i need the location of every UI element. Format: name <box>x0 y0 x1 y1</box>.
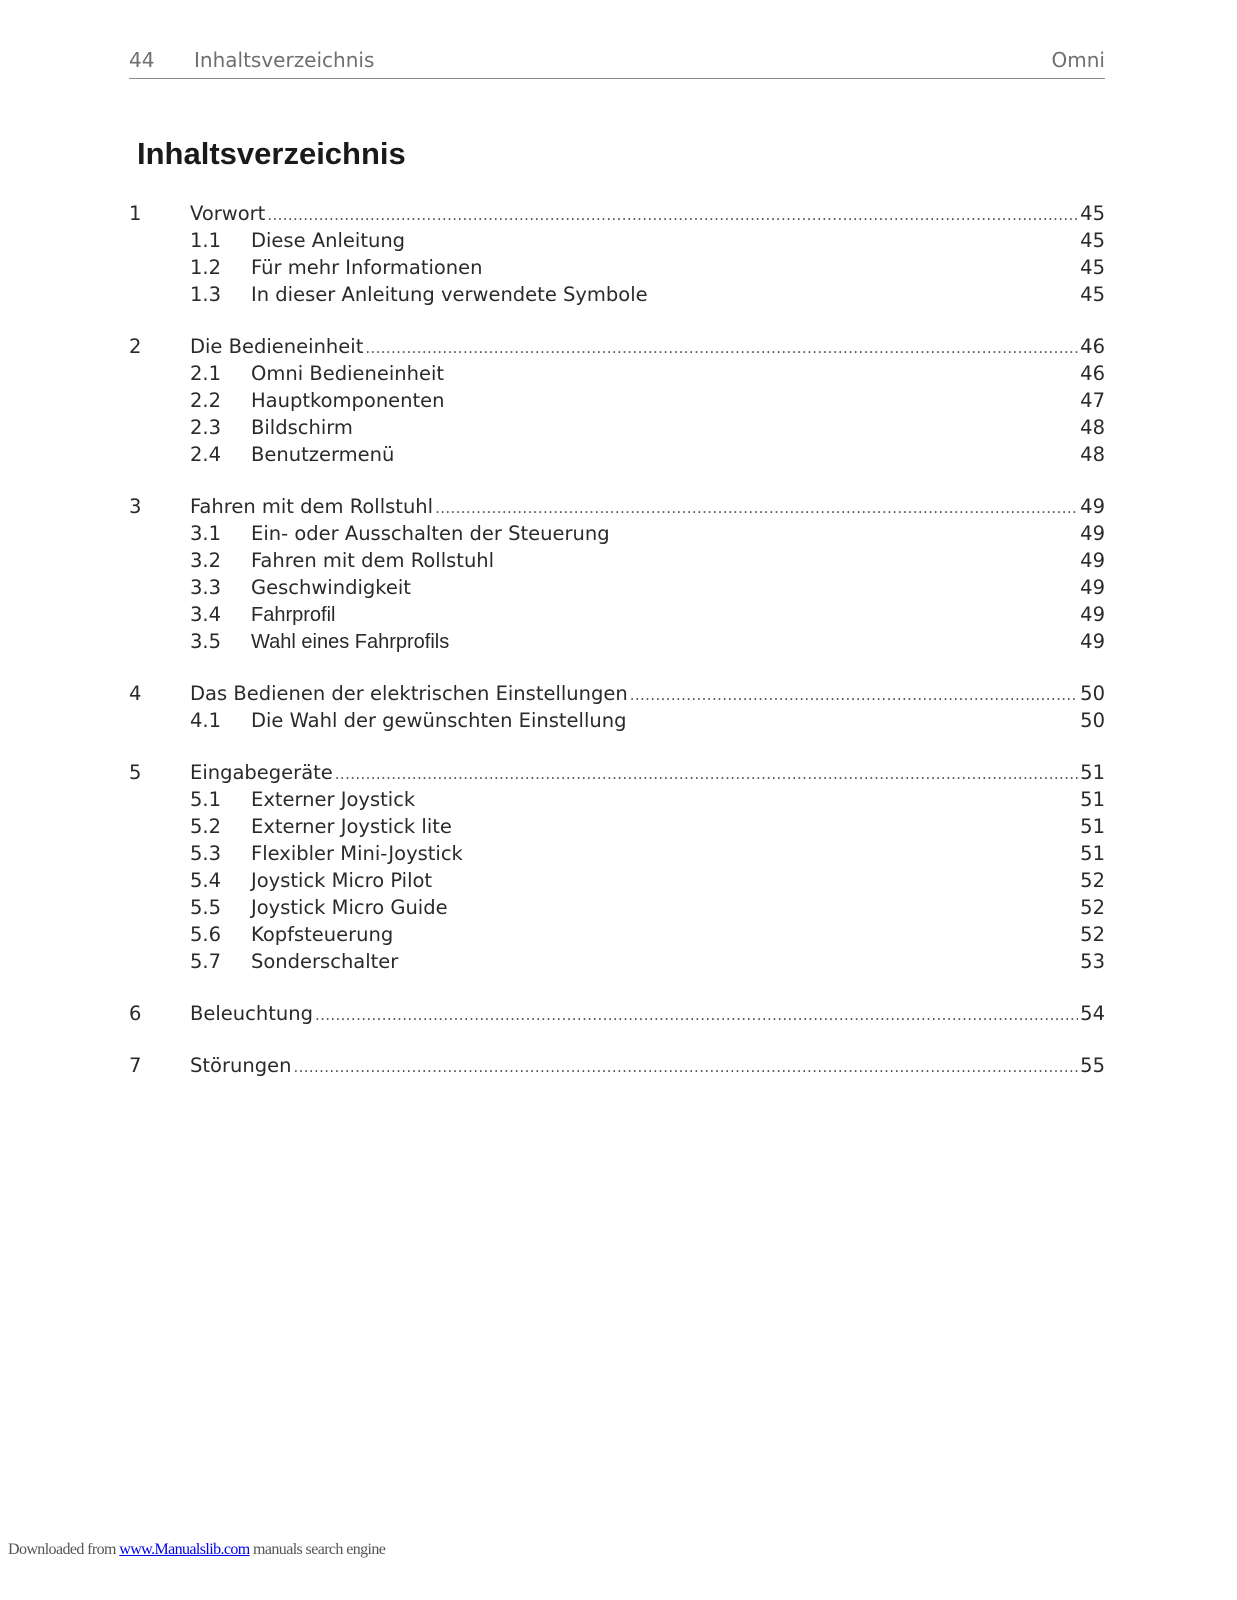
toc-subentry-number: 3.2 <box>190 549 222 572</box>
toc-subentry[interactable] <box>129 520 1105 547</box>
toc-subentry-number: 2.1 <box>190 362 222 385</box>
toc-entry-title: Störungen <box>190 1054 292 1077</box>
toc-subentry[interactable] <box>129 707 1105 734</box>
toc-subentry-title: Sonderschalter <box>251 950 399 973</box>
dot-leader <box>365 333 1078 362</box>
toc-subentry-page: 46 <box>1080 362 1105 385</box>
table-of-contents <box>129 200 1105 1104</box>
dot-leader <box>293 1052 1078 1081</box>
toc-entry-title: Beleuchtung <box>190 1002 313 1025</box>
toc-subentry-number: 2.4 <box>190 443 222 466</box>
toc-subentry-title: Wahl eines Fahrprofils <box>251 631 450 653</box>
toc-entry-page: 51 <box>1080 761 1105 784</box>
toc-subentry[interactable] <box>129 281 1105 308</box>
toc-entry[interactable] <box>129 493 1105 520</box>
toc-chapter <box>129 493 1105 655</box>
toc-subentry-number: 5.3 <box>190 842 222 865</box>
toc-subentry-number: 5.1 <box>190 788 222 811</box>
footer-suffix: manuals search engine <box>249 1541 386 1558</box>
toc-entry[interactable] <box>129 333 1105 360</box>
toc-subentry-page: 49 <box>1080 522 1105 545</box>
dot-leader <box>267 200 1078 229</box>
toc-entry-page: 50 <box>1080 682 1105 705</box>
toc-subentry-number: 2.3 <box>190 416 222 439</box>
toc-subentry-page: 52 <box>1080 869 1105 892</box>
toc-entry[interactable] <box>129 1052 1105 1079</box>
toc-subentry-number: 5.6 <box>190 923 222 946</box>
toc-subentry[interactable] <box>129 628 1105 655</box>
toc-entry-number: 4 <box>129 682 142 705</box>
toc-entry[interactable] <box>129 680 1105 707</box>
toc-subentry-title: Omni Bedieneinheit <box>251 362 445 385</box>
toc-subentry-title: Für mehr Informationen <box>251 256 483 279</box>
dot-leader <box>630 680 1078 709</box>
toc-chapter <box>129 759 1105 975</box>
toc-entry-page: 55 <box>1080 1054 1105 1077</box>
toc-subentry-title: Diese Anleitung <box>251 229 406 252</box>
toc-entry-title: Fahren mit dem Rollstuhl <box>190 495 434 518</box>
toc-entry[interactable] <box>129 759 1105 786</box>
toc-subentry-title: Joystick Micro Guide <box>251 896 448 919</box>
toc-entry-title: Eingabegeräte <box>190 761 333 784</box>
toc-subentry[interactable] <box>129 574 1105 601</box>
toc-entry-page: 46 <box>1080 335 1105 358</box>
toc-chapter <box>129 1052 1105 1079</box>
toc-subentry[interactable] <box>129 786 1105 813</box>
toc-subentry-page: 52 <box>1080 896 1105 919</box>
toc-subentry-number: 3.5 <box>190 630 222 653</box>
toc-subentry-title: Ein- oder Ausschalten der Steuerung <box>251 522 610 545</box>
page-title: Inhaltsverzeichnis <box>137 136 406 171</box>
toc-subentry-title: Flexibler Mini-Joystick <box>251 842 463 865</box>
toc-entry[interactable] <box>129 200 1105 227</box>
dot-leader <box>315 1000 1078 1029</box>
dot-leader <box>335 759 1078 788</box>
toc-subentry-page: 45 <box>1080 283 1105 306</box>
toc-subentry[interactable] <box>129 254 1105 281</box>
toc-chapter <box>129 680 1105 734</box>
toc-subentry-number: 3.4 <box>190 603 222 626</box>
toc-subentry[interactable] <box>129 441 1105 468</box>
toc-subentry[interactable] <box>129 921 1105 948</box>
toc-subentry-number: 5.7 <box>190 950 222 973</box>
toc-subentry-title: Kopfsteuerung <box>251 923 394 946</box>
toc-chapter <box>129 200 1105 308</box>
page-header <box>129 48 1105 79</box>
download-footer <box>8 1541 385 1559</box>
toc-entry-number: 5 <box>129 761 142 784</box>
toc-subentry-number: 2.2 <box>190 389 222 412</box>
toc-subentry-page: 51 <box>1080 788 1105 811</box>
toc-entry-title: Das Bedienen der elektrischen Einstellungen <box>190 682 628 705</box>
toc-entry-number: 3 <box>129 495 142 518</box>
toc-subentry-number: 3.1 <box>190 522 222 545</box>
toc-subentry-page: 47 <box>1080 389 1105 412</box>
toc-subentry[interactable] <box>129 414 1105 441</box>
toc-subentry-page: 48 <box>1080 416 1105 439</box>
toc-subentry-page: 51 <box>1080 815 1105 838</box>
header-brand: Omni <box>1051 48 1105 72</box>
toc-subentry[interactable] <box>129 227 1105 254</box>
toc-subentry-page: 49 <box>1080 603 1105 626</box>
toc-subentry[interactable] <box>129 547 1105 574</box>
toc-entry-number: 6 <box>129 1002 142 1025</box>
toc-subentry-title: Hauptkomponenten <box>251 389 445 412</box>
footer-prefix: Downloaded from <box>8 1541 120 1558</box>
toc-subentry[interactable] <box>129 813 1105 840</box>
toc-subentry-page: 49 <box>1080 630 1105 653</box>
toc-subentry[interactable] <box>129 360 1105 387</box>
toc-subentry-page: 48 <box>1080 443 1105 466</box>
toc-entry-number: 7 <box>129 1054 142 1077</box>
toc-subentry-number: 4.1 <box>190 709 222 732</box>
toc-subentry-title: In dieser Anleitung verwendete Symbole <box>251 283 648 306</box>
toc-subentry-number: 1.3 <box>190 283 222 306</box>
toc-subentry-title: Externer Joystick lite <box>251 815 452 838</box>
toc-subentry-title: Geschwindigkeit <box>251 576 411 599</box>
toc-entry[interactable] <box>129 1000 1105 1027</box>
toc-entry-title: Vorwort <box>190 202 266 225</box>
toc-subentry[interactable] <box>129 867 1105 894</box>
toc-subentry-number: 5.5 <box>190 896 222 919</box>
toc-entry-number: 1 <box>129 202 142 225</box>
toc-subentry[interactable] <box>129 387 1105 414</box>
header-section-title: Inhaltsverzeichnis <box>194 48 375 72</box>
toc-subentry-page: 45 <box>1080 229 1105 252</box>
toc-entry-page: 54 <box>1080 1002 1105 1025</box>
toc-subentry-title: Bildschirm <box>251 416 353 439</box>
toc-subentry-title: Die Wahl der gewünschten Einstellung <box>251 709 627 732</box>
toc-entry-title: Die Bedieneinheit <box>190 335 364 358</box>
toc-subentry-number: 5.2 <box>190 815 222 838</box>
toc-subentry-page: 49 <box>1080 576 1105 599</box>
toc-subentry[interactable] <box>129 894 1105 921</box>
toc-subentry-title: Fahren mit dem Rollstuhl <box>251 549 495 572</box>
toc-subentry-page: 50 <box>1080 709 1105 732</box>
toc-subentry[interactable] <box>129 840 1105 867</box>
toc-chapter <box>129 333 1105 468</box>
toc-subentry-title: Benutzermenü <box>251 443 395 466</box>
manualslib-link[interactable]: www.Manualslib.com <box>119 1541 250 1558</box>
toc-subentry[interactable] <box>129 601 1105 628</box>
toc-subentry-page: 53 <box>1080 950 1105 973</box>
toc-subentry-page: 52 <box>1080 923 1105 946</box>
toc-subentry-page: 49 <box>1080 549 1105 572</box>
toc-entry-page: 49 <box>1080 495 1105 518</box>
toc-chapter <box>129 1000 1105 1027</box>
toc-subentry-title: Fahrprofil <box>251 604 336 626</box>
dot-leader <box>435 493 1078 522</box>
toc-subentry-number: 3.3 <box>190 576 222 599</box>
toc-entry-number: 2 <box>129 335 142 358</box>
toc-subentry-page: 45 <box>1080 256 1105 279</box>
toc-subentry-page: 51 <box>1080 842 1105 865</box>
toc-subentry-title: Joystick Micro Pilot <box>251 869 433 892</box>
toc-subentry-number: 1.2 <box>190 256 222 279</box>
toc-subentry[interactable] <box>129 948 1105 975</box>
toc-entry-page: 45 <box>1080 202 1105 225</box>
toc-subentry-number: 5.4 <box>190 869 222 892</box>
toc-subentry-title: Externer Joystick <box>251 788 416 811</box>
page-number: 44 <box>129 48 155 72</box>
toc-subentry-number: 1.1 <box>190 229 222 252</box>
